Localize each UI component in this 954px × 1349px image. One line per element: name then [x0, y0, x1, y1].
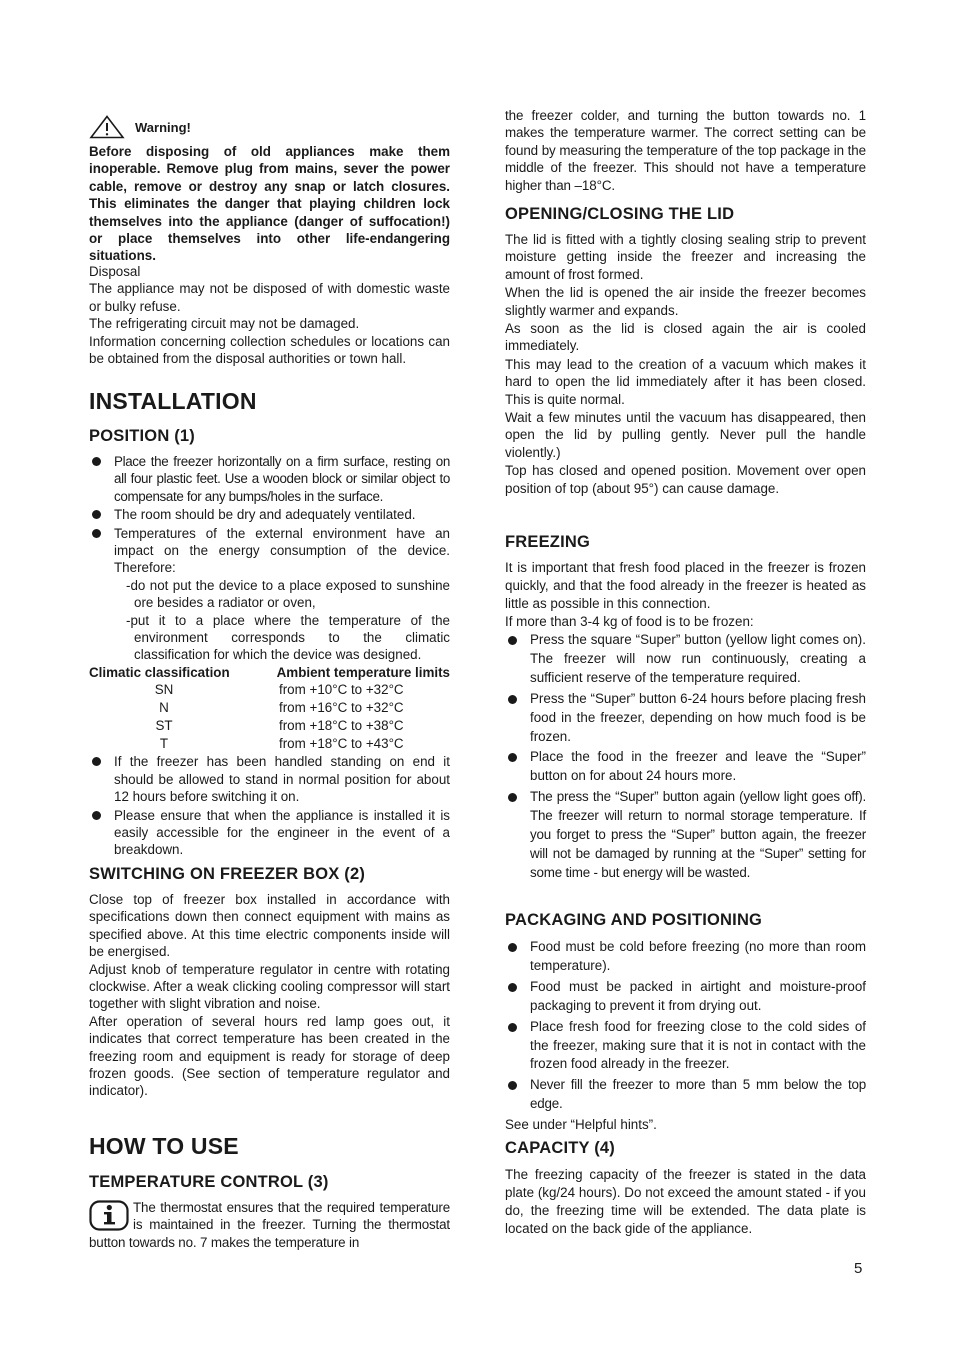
freezing-heading: FREEZING — [505, 533, 591, 551]
warning-header — [89, 115, 450, 139]
table-header-right: Ambient temperature limits — [276, 664, 450, 680]
temp-control-block — [89, 1199, 450, 1251]
list-item: Temperatures of the external environment have an impact on the energy consumption of the device. Therefore: — [89, 525, 450, 577]
list-item: Please ensure that when the appliance is installed it is easily accessible for the engineer in the event of a breakdown. — [89, 807, 450, 859]
how-to-use-heading: HOW TO USE — [89, 1133, 239, 1159]
bullet-icon — [92, 757, 101, 766]
paragraph: The thermostat ensures that the required temperature is maintained in the freezer. Turning the thermostat button towards no. 7 makes the temperature in — [89, 1200, 450, 1250]
list-item: Food must be packed in airtight and moisture-proof packaging to prevent it from drying out. — [505, 978, 866, 1016]
see-also: See under “Helpful hints”. — [505, 1117, 657, 1133]
climate-table — [89, 681, 450, 753]
table-header-left: Climatic classification — [89, 664, 230, 680]
list-item: Food must be cold before freezing (no more than room temperature). — [505, 938, 866, 976]
list-item: Press the “Super” button 6-24 hours before placing fresh food in the freezer, depending on how much food is be frozen. — [505, 690, 866, 747]
installation-heading: INSTALLATION — [89, 388, 257, 414]
list-item: The press the “Super” button again (yellow light goes off). The freezer will return to normal storage temperature. If you forget to press the “Super” button again, the freezer will not be damaged by running at the “Super” setting for some time - but energy will be wasted. — [505, 788, 866, 883]
packaging-bullets — [505, 938, 866, 1114]
bullet-icon — [508, 1081, 517, 1090]
disposal-block — [89, 263, 450, 367]
list-item: Place the freezer horizontally on a firm surface, resting on all four plastic feet. Use a wooden block or similar object to compensate for any bumps/holes in the surface. — [89, 453, 450, 505]
paragraph: Close top of freezer box installed in accordance with specifications down then connect equipment with mains as specified above. At this time electric components inside will be energised. — [89, 892, 450, 960]
warning-text: Before disposing of old appliances make them inoperable. Remove plug from mains, sever the power cable, remove or destroy any snap or latch closures. This eliminates the danger that playing children lock themselves into the appliance (danger of suffocation!) or place themselves into other life-endangering situations. — [89, 144, 450, 264]
warning-triangle-icon — [89, 115, 125, 139]
capacity-block — [505, 1166, 866, 1238]
temp-control-heading: TEMPERATURE CONTROL (3) — [89, 1173, 329, 1191]
disposal-label: Disposal — [89, 264, 141, 279]
paragraph: The lid is fitted with a tightly closing sealing strip to prevent moisture getting inside the freezer and increasing the amount of frost formed. — [505, 232, 866, 282]
paragraph: After operation of several hours red lamp goes out, it indicates that correct temperature has been created in the freezing room and equipment is ready for storage of deep frozen goods. (See section of temperature regulator and indicator). — [89, 1013, 450, 1099]
bullet-icon — [508, 636, 517, 645]
paragraph: Adjust knob of temperature regulator in centre with rotating clockwise. After a weak clicking cooling compressor will start together with slight vibration and noise. — [89, 961, 450, 1012]
sub-item: -put it to a place where the temperature of the environment corresponds to the climatic classification for which the device was designed. — [126, 612, 450, 663]
bullet-icon — [92, 457, 101, 466]
table-row: SN from +10°C to +32°C — [154, 682, 404, 698]
climate-table-header — [89, 664, 450, 681]
paragraph: When the lid is opened the air inside the freezer becomes slightly warmer and expands. — [505, 285, 866, 318]
list-item: If the freezer has been handled standing on end it should be allowed to stand in normal position for about 12 hours before switching it on. — [89, 753, 450, 805]
table-row: ST from +18°C to +38°C — [155, 718, 404, 734]
table-row: T from +18°C to +43°C — [159, 736, 404, 752]
paragraph: the freezer colder, and turning the button towards no. 1 makes the temperature warmer. The correct setting can be found by measuring the temperature of the top package in the middle of the freezer. This should not have a temperature higher than –18°C. — [505, 108, 866, 193]
sub-item: -do not put the device to a place exposed to sunshine ore besides a radiator or oven, — [126, 577, 450, 611]
disposal-line: The refrigerating circuit may not be damaged. — [89, 316, 360, 332]
list-item: Never fill the freezer to more than 5 mm below the top edge. — [505, 1076, 866, 1114]
temp-control-continued — [505, 107, 866, 194]
paragraph: Wait a few minutes until the vacuum has disappeared, then open the lid by pulling gently. Never pull the handle violently.) — [505, 410, 866, 460]
switching-block — [89, 891, 450, 1100]
bullet-icon — [508, 793, 517, 802]
position-block — [89, 453, 450, 859]
capacity-heading: CAPACITY (4) — [505, 1139, 615, 1157]
paragraph: As soon as the lid is closed again the air is cooled immediately. — [505, 321, 866, 354]
list-item: Place fresh food for freezing close to the cold sides of the freezer, making sure that it is not in contact with the frozen food already in the freezer. — [505, 1018, 866, 1075]
warning-block — [89, 115, 450, 265]
position-bullets — [89, 453, 450, 577]
freezing-block — [505, 559, 866, 885]
packaging-block — [505, 938, 866, 1134]
list-item: Press the square “Super” button (yellow light comes on). The freezer will now run continuously, creating a sufficient reserve of the temperature required. — [505, 631, 866, 688]
paragraph: The freezing capacity of the freezer is stated in the data plate (kg/24 hours). Do not exceed the amount stated - if you do, the freezing time will be extended. The data plate is located on the back gide of the appliance. — [505, 1167, 866, 1236]
list-item: The room should be dry and adequately ventilated. — [89, 506, 450, 523]
page-number: 5 — [854, 1260, 863, 1277]
bullet-icon — [508, 1023, 517, 1032]
warning-title: Warning! — [135, 119, 191, 135]
position-bullets-2 — [89, 753, 450, 858]
info-icon — [89, 1200, 129, 1231]
disposal-line: The appliance may not be disposed of with domestic waste or bulky refuse. — [89, 281, 450, 314]
list-item: Place the food in the freezer and leave the “Super” button on for about 24 hours more. — [505, 748, 866, 786]
disposal-line: Information concerning collection schedules or locations can be obtained from the disposal authorities or town hall. — [89, 333, 450, 367]
bullet-icon — [92, 811, 101, 820]
bullet-icon — [508, 983, 517, 992]
paragraph: It is important that fresh food placed in the freezer is frozen quickly, and that the food already in the freezer is heated as little as possible in this connection. — [505, 560, 866, 611]
table-row: N from +16°C to +32°C — [159, 700, 404, 716]
freezing-bullets — [505, 631, 866, 883]
paragraph: Top has closed and opened position. Movement over open position of top (about 95°) can cause damage. — [505, 463, 866, 496]
paragraph: This may lead to the creation of a vacuum which makes it hard to open the lid immediately after it has been closed. This is quite normal. — [505, 356, 866, 407]
lid-block — [505, 231, 866, 497]
position-heading: POSITION (1) — [89, 427, 195, 445]
packaging-heading: PACKAGING AND POSITIONING — [505, 911, 763, 929]
bullet-icon — [92, 510, 101, 519]
bullet-icon — [508, 943, 517, 952]
switching-heading: SWITCHING ON FREEZER BOX (2) — [89, 865, 366, 883]
lid-heading: OPENING/CLOSING THE LID — [505, 205, 735, 223]
bullet-icon — [508, 753, 517, 762]
bullet-icon — [508, 695, 517, 704]
paragraph: If more than 3-4 kg of food is to be frozen: — [505, 614, 754, 629]
bullet-icon — [92, 529, 101, 538]
